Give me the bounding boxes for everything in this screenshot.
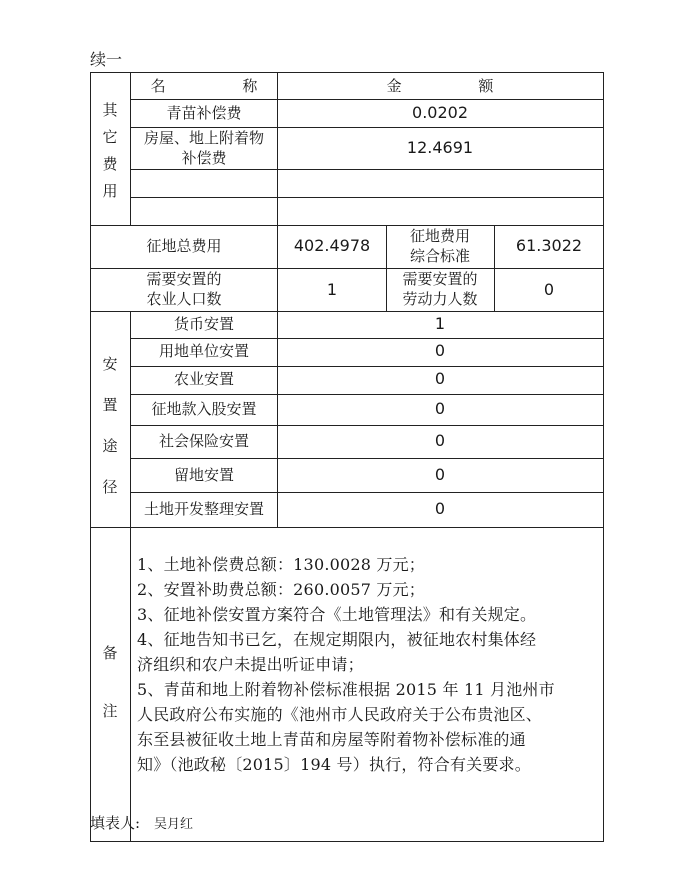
row-divider [130,169,604,170]
remark-line: 济组织和农户未提出听证申请； [137,655,364,674]
resettlement-label: 社会保险安置 [158,432,250,450]
resettlement-label: 征地款入股安置 [151,400,257,418]
remark-line: 人民政府公布实施的《池州市人民政府关于公布贵池区、 [137,705,543,724]
remark-line: 4、征地告知书已乞，在规定期限内，被征地农村集体经 [137,630,537,649]
labor-count-label: 劳动力人数 [402,290,478,308]
table-border-bottom [90,841,604,842]
table-border-top [90,72,604,73]
resettlement-label: 农业安置 [173,370,235,388]
resettlement-value: 0 [434,369,446,388]
header-amount: 金 额 [386,77,530,95]
resettlement-label: 货币安置 [173,315,235,333]
resettlement-label: 留地安置 [173,466,235,484]
header-name: 名 称 [150,77,294,95]
row-divider [90,225,604,226]
fee-name: 房屋、地上附着物 [143,129,265,147]
agri-population-label: 需要安置的 [146,270,222,288]
fee-name: 青苗补偿费 [166,104,242,122]
column-divider [130,527,131,841]
standard-label: 综合标准 [409,247,471,265]
row-divider [130,425,604,426]
column-divider [386,225,387,311]
row-divider [90,311,604,312]
fee-name: 补偿费 [181,149,227,167]
standard-label: 征地费用 [409,227,471,245]
remarks-section-label: 备注 [102,644,118,720]
row-divider [130,366,604,367]
remark-line: 3、征地补偿安置方案符合《土地管理法》和有关规定。 [137,605,537,624]
total-fee-label: 征地总费用 [146,237,222,255]
row-divider [130,394,604,395]
resettlement-value: 0 [434,399,446,418]
resettlement-section-label: 安置途径 [102,355,118,496]
row-divider [130,197,604,198]
column-divider [494,225,495,311]
column-divider [277,311,278,527]
preparer-label: 填表人: [90,814,141,832]
preparer-name: 吴月红 [154,817,194,832]
remark-line: 1、土地补偿费总额：130.0028 万元； [137,555,426,574]
remark-line: 知》（池政秘〔2015〕194 号）执行，符合有关要求。 [137,755,531,774]
continuation-label: 续一 [90,50,123,69]
resettlement-value: 0 [434,465,446,484]
row-divider [130,99,604,100]
resettlement-value: 0 [434,431,446,450]
table-border-right [603,72,604,842]
column-divider [130,311,131,527]
remark-line: 东至县被征收土地上青苗和房屋等附着物补偿标准的通 [137,730,526,749]
remark-line: 5、青苗和地上附着物补偿标准根据 2015 年 11 月池州市 [137,680,555,699]
standard-value: 61.3022 [515,236,583,255]
resettlement-label: 用地单位安置 [158,342,250,360]
total-fee-value: 402.4978 [293,236,371,255]
table-border-left [90,72,91,842]
row-divider [130,492,604,493]
agri-population-value: 1 [326,280,338,299]
fee-amount: 0.0202 [412,103,468,122]
labor-count-label: 需要安置的 [402,270,478,288]
resettlement-value: 0 [434,499,446,518]
other-fees-section-label: 其它费用 [102,101,118,200]
row-divider [130,458,604,459]
fee-amount: 12.4691 [406,138,474,157]
row-divider [90,527,604,528]
row-divider [130,338,604,339]
agri-population-label: 农业人口数 [146,290,222,308]
column-divider [277,225,278,311]
resettlement-value: 1 [434,314,446,333]
resettlement-value: 0 [434,341,446,360]
remark-line: 2、安置补助费总额：260.0057 万元； [137,580,426,599]
resettlement-label: 土地开发整理安置 [143,500,265,518]
labor-count-value: 0 [543,280,555,299]
